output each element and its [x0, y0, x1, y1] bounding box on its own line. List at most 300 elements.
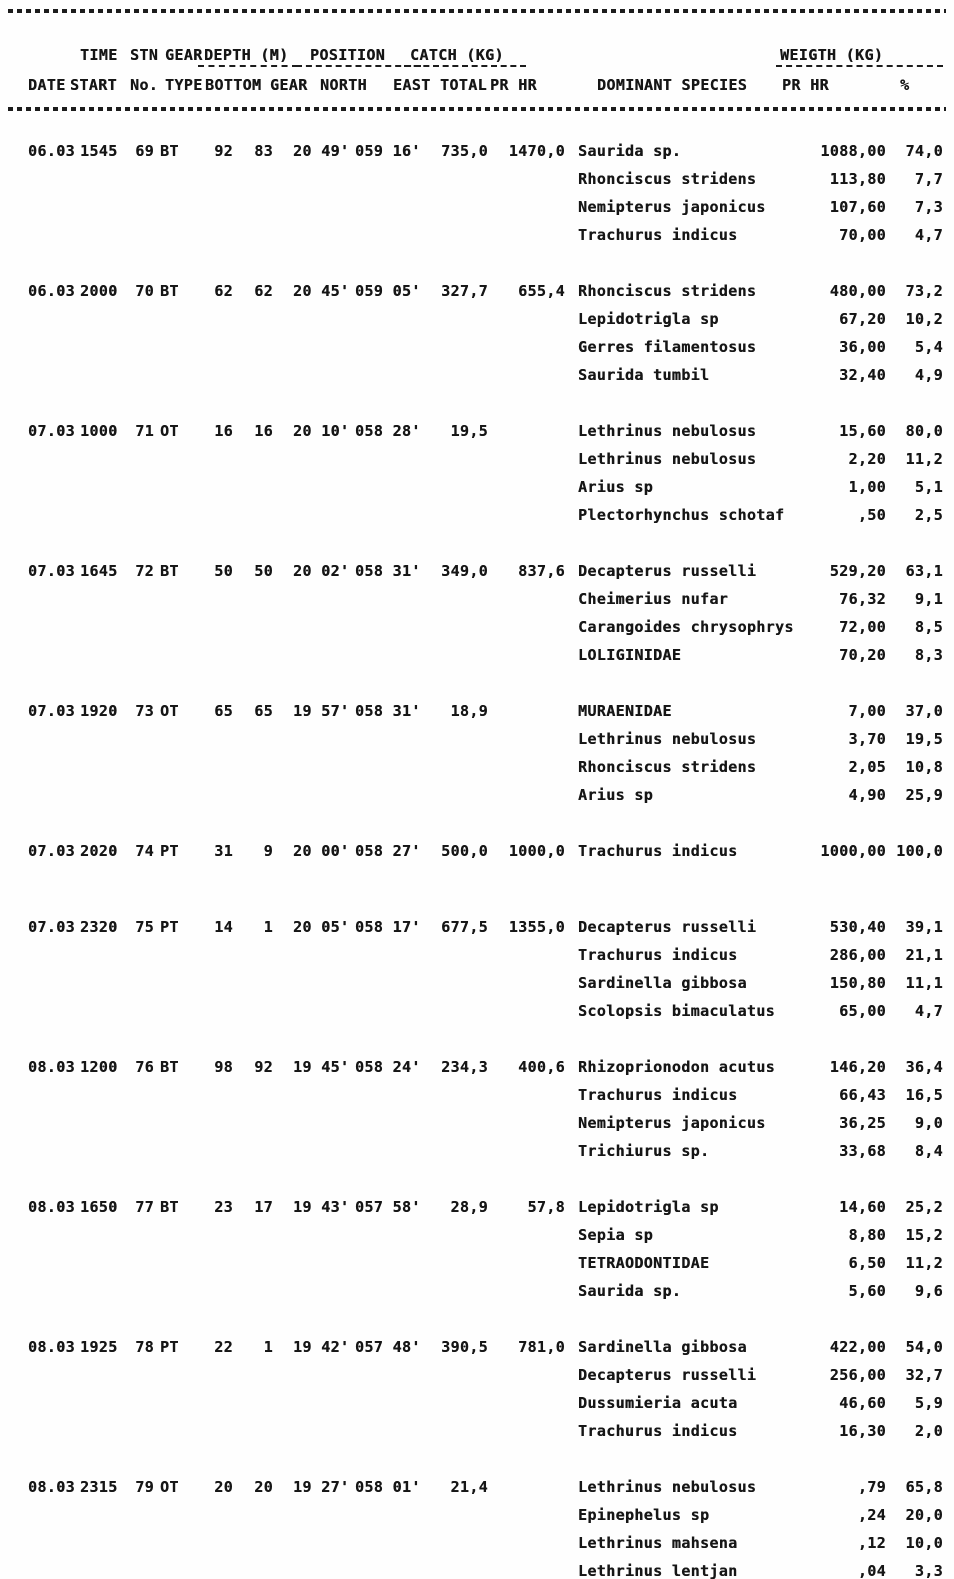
cell-date-empty [28, 1249, 76, 1277]
cell-weight-percent: 4,7 [914, 1002, 943, 1020]
cell-species-name: Lethrinus nebulosus [578, 1478, 757, 1496]
cell-depth-bottom: 31 [214, 842, 233, 860]
cell-species-name: Lethrinus mahsena [578, 1534, 738, 1552]
cell-time-start-empty [76, 1137, 116, 1165]
cell-date-empty [28, 221, 76, 249]
cell-species-name: Gerres filamentosus [578, 338, 757, 356]
cell-catch-total-empty [415, 613, 490, 641]
cell-time-start-empty [76, 753, 116, 781]
cell-catch-total-empty [415, 1529, 490, 1557]
cell-gear-type-empty [160, 641, 188, 669]
cell-gear-type-empty [160, 781, 188, 809]
cell-catch-total-empty [415, 165, 490, 193]
cell-weight-percent: 7,3 [914, 198, 943, 216]
station-block [0, 913, 954, 1025]
cell-species-name: Lethrinus nebulosus [578, 730, 757, 748]
cell-position-north-empty [281, 997, 353, 1025]
cell-time-start-empty [76, 501, 116, 529]
cell-depth-bottom-empty [188, 1221, 241, 1249]
table-row [28, 1473, 954, 1501]
cell-station-no: 73 [135, 702, 154, 720]
cell-position-north: 20 05' [293, 918, 350, 936]
cell-catch-total-empty [415, 445, 490, 473]
cell-species-name: Carangoides chrysophrys [578, 618, 794, 636]
table-row [28, 417, 954, 445]
cell-depth-gear: 1 [263, 918, 273, 936]
cell-position-north-empty [281, 165, 353, 193]
header-start-label: START [70, 76, 117, 94]
cell-date-empty [28, 473, 76, 501]
cell-position-east-empty [353, 725, 415, 753]
cell-gear-type: BT [160, 142, 179, 160]
cell-depth-bottom-empty [188, 1249, 241, 1277]
cell-catch-total: 349,0 [441, 562, 488, 580]
cell-species-name: Trachurus indicus [578, 1422, 738, 1440]
cell-catch-total-empty [415, 781, 490, 809]
cell-gear-type: OT [160, 702, 179, 720]
cell-depth-gear: 1 [263, 1338, 273, 1356]
cell-time-start-empty [76, 361, 116, 389]
cell-station-no: 69 [135, 142, 154, 160]
cell-gear-type-empty [160, 1109, 188, 1137]
cell-station-no-empty [116, 193, 160, 221]
cell-weight-pr-hr: ,79 [857, 1478, 886, 1496]
cell-catch-total: 677,5 [441, 918, 488, 936]
cell-date-empty [28, 305, 76, 333]
cell-time-start-empty [76, 193, 116, 221]
cell-position-north: 20 00' [293, 842, 350, 860]
cell-date-empty [28, 445, 76, 473]
cell-species-name: Trachurus indicus [578, 842, 738, 860]
cell-weight-pr-hr: 5,60 [848, 1282, 886, 1300]
cell-weight-percent: 8,3 [914, 646, 943, 664]
table-row [28, 445, 954, 473]
cell-depth-bottom: 20 [214, 1478, 233, 1496]
cell-catch-total-empty [415, 1109, 490, 1137]
cell-catch-pr-hr: 655,4 [518, 282, 565, 300]
cell-depth-gear: 17 [254, 1198, 273, 1216]
cell-catch-pr-hr-empty [490, 1389, 567, 1417]
cell-depth-bottom-empty [188, 941, 241, 969]
table-row [28, 305, 954, 333]
header-date-label: DATE [28, 76, 66, 94]
cell-species-name: Decapterus russelli [578, 562, 757, 580]
cell-weight-pr-hr: 65,00 [839, 1002, 886, 1020]
cell-depth-gear-empty [241, 1137, 281, 1165]
cell-species-name: Lethrinus nebulosus [578, 450, 757, 468]
cell-catch-pr-hr-empty [490, 941, 567, 969]
cell-position-north-empty [281, 1277, 353, 1305]
cell-depth-gear-empty [241, 333, 281, 361]
cell-depth-bottom-empty [188, 1081, 241, 1109]
cell-position-east-empty [353, 1221, 415, 1249]
cell-weight-percent: 10,2 [905, 310, 943, 328]
cell-weight-pr-hr: 16,30 [839, 1422, 886, 1440]
table-row [28, 913, 954, 941]
cell-species-name: Rhonciscus stridens [578, 758, 757, 776]
cell-weight-pr-hr: 4,90 [848, 786, 886, 804]
cell-position-north-empty [281, 941, 353, 969]
cell-catch-total-empty [415, 969, 490, 997]
cell-catch-total-empty [415, 333, 490, 361]
header-catch-label: CATCH (KG) [404, 46, 526, 67]
table-row [28, 837, 954, 865]
cell-weight-pr-hr: 113,80 [829, 170, 886, 188]
table-header [0, 13, 954, 107]
cell-time-start-empty [76, 1249, 116, 1277]
cell-station-no-empty [116, 1081, 160, 1109]
header-depth-label: DEPTH (M) [198, 46, 298, 67]
cell-catch-pr-hr: 837,6 [518, 562, 565, 580]
cell-weight-percent: 5,4 [914, 338, 943, 356]
table-row [28, 557, 954, 585]
table-row [28, 1137, 954, 1165]
header-position-label: POSITION [296, 46, 421, 67]
cell-species-name: Arius sp [578, 478, 654, 496]
cell-position-north-empty [281, 613, 353, 641]
cell-gear-type-empty [160, 221, 188, 249]
cell-time-start: 2315 [80, 1478, 118, 1496]
cell-catch-total-empty [415, 1081, 490, 1109]
cell-catch-pr-hr-empty [490, 997, 567, 1025]
cell-station-no-empty [116, 305, 160, 333]
cell-weight-pr-hr: 70,20 [839, 646, 886, 664]
cell-position-east: 058 27' [355, 842, 421, 860]
cell-catch-pr-hr-empty [490, 753, 567, 781]
cell-time-start-empty [76, 1361, 116, 1389]
cell-time-start-empty [76, 1557, 116, 1579]
cell-weight-percent: 4,9 [914, 366, 943, 384]
cell-position-north-empty [281, 1557, 353, 1579]
table-row [28, 1221, 954, 1249]
cell-time-start: 1920 [80, 702, 118, 720]
cell-depth-gear: 16 [254, 422, 273, 440]
station-block [0, 557, 954, 669]
cell-catch-total-empty [415, 1249, 490, 1277]
cell-time-start-empty [76, 1109, 116, 1137]
cell-station-no-empty [116, 1417, 160, 1445]
cell-position-north-empty [281, 725, 353, 753]
cell-position-north-empty [281, 473, 353, 501]
cell-gear-type-empty [160, 725, 188, 753]
cell-position-east-empty [353, 1109, 415, 1137]
cell-position-north-empty [281, 1417, 353, 1445]
cell-catch-total-empty [415, 361, 490, 389]
cell-catch-total-empty [415, 1361, 490, 1389]
cell-station-no: 77 [135, 1198, 154, 1216]
cell-weight-percent: 8,4 [914, 1142, 943, 1160]
cell-catch-pr-hr-empty [490, 1557, 567, 1579]
cell-catch-total-empty [415, 997, 490, 1025]
cell-gear-type-empty [160, 1557, 188, 1579]
cell-position-north-empty [281, 1529, 353, 1557]
cell-position-north-empty [281, 753, 353, 781]
cell-catch-total-empty [415, 1417, 490, 1445]
cell-species-name: Rhonciscus stridens [578, 282, 757, 300]
cell-species-name: Arius sp [578, 786, 654, 804]
cell-date-empty [28, 501, 76, 529]
cell-catch-pr-hr-empty [490, 305, 567, 333]
cell-date-empty [28, 1277, 76, 1305]
cell-station-no: 70 [135, 282, 154, 300]
cell-species-name: Decapterus russelli [578, 918, 757, 936]
cell-date-empty [28, 1389, 76, 1417]
cell-depth-bottom-empty [188, 781, 241, 809]
cell-station-no-empty [116, 613, 160, 641]
cell-position-north-empty [281, 585, 353, 613]
header-stn-label: STN [130, 46, 159, 64]
cell-position-north-empty [281, 1389, 353, 1417]
cell-species-name: Decapterus russelli [578, 1366, 757, 1384]
cell-catch-pr-hr-empty [490, 725, 567, 753]
cell-weight-percent: 9,0 [914, 1114, 943, 1132]
cell-date-empty [28, 1137, 76, 1165]
cell-catch-pr-hr-empty [490, 445, 567, 473]
header-no-label: No. [130, 76, 159, 94]
cell-depth-bottom-empty [188, 333, 241, 361]
cell-date-empty [28, 641, 76, 669]
cell-depth-bottom-empty [188, 193, 241, 221]
cell-date: 08.03 [28, 1198, 75, 1216]
cell-depth-gear-empty [241, 969, 281, 997]
cell-position-north-empty [281, 193, 353, 221]
cell-weight-pr-hr: 286,00 [829, 946, 886, 964]
cell-time-start: 1200 [80, 1058, 118, 1076]
cell-catch-total: 500,0 [441, 842, 488, 860]
cell-position-east-empty [353, 445, 415, 473]
cell-weight-percent: 11,1 [905, 974, 943, 992]
cell-catch-total-empty [415, 753, 490, 781]
cell-position-north: 19 45' [293, 1058, 350, 1076]
table-row [28, 1193, 954, 1221]
cell-station-no-empty [116, 333, 160, 361]
cell-position-north-empty [281, 1249, 353, 1277]
cell-time-start-empty [76, 1417, 116, 1445]
cell-gear-type: OT [160, 1478, 179, 1496]
cell-species-name: LOLIGINIDAE [578, 646, 682, 664]
cell-species-name: Cheimerius nufar [578, 590, 729, 608]
table-row [28, 361, 954, 389]
cell-catch-pr-hr-empty [490, 781, 567, 809]
cell-depth-gear-empty [241, 1109, 281, 1137]
cell-depth-gear: 83 [254, 142, 273, 160]
cell-station-no-empty [116, 997, 160, 1025]
cell-depth-bottom-empty [188, 1501, 241, 1529]
cell-position-east: 058 28' [355, 422, 421, 440]
cell-position-north: 20 49' [293, 142, 350, 160]
cell-depth-gear-empty [241, 753, 281, 781]
cell-depth-gear-empty [241, 725, 281, 753]
cell-depth-bottom: 23 [214, 1198, 233, 1216]
cell-date-empty [28, 997, 76, 1025]
cell-depth-gear-empty [241, 165, 281, 193]
cell-weight-pr-hr: 2,20 [848, 450, 886, 468]
table-row [28, 613, 954, 641]
cell-weight-percent: 11,2 [905, 450, 943, 468]
cell-date-empty [28, 1221, 76, 1249]
cell-date-empty [28, 1361, 76, 1389]
cell-position-east: 057 58' [355, 1198, 421, 1216]
cell-position-east: 059 16' [355, 142, 421, 160]
cell-gear-type: BT [160, 282, 179, 300]
cell-catch-pr-hr: 781,0 [518, 1338, 565, 1356]
cell-depth-bottom: 50 [214, 562, 233, 580]
cell-species-name: Saurida sp. [578, 1282, 682, 1300]
cell-gear-type-empty [160, 165, 188, 193]
cell-catch-pr-hr: 57,8 [527, 1198, 565, 1216]
cell-date: 08.03 [28, 1338, 75, 1356]
cell-depth-gear-empty [241, 501, 281, 529]
cell-weight-pr-hr: 7,00 [848, 702, 886, 720]
cell-position-east-empty [353, 641, 415, 669]
cell-weight-percent: 2,5 [914, 506, 943, 524]
cell-depth-gear-empty [241, 1501, 281, 1529]
cell-weight-pr-hr: 1088,00 [820, 142, 886, 160]
cell-depth-gear-empty [241, 1249, 281, 1277]
cell-position-north-empty [281, 1221, 353, 1249]
cell-position-east-empty [353, 1081, 415, 1109]
header-weight-prhr-label: PR HR [782, 76, 829, 94]
cell-time-start: 2000 [80, 282, 118, 300]
cell-weight-percent: 7,7 [914, 170, 943, 188]
cell-gear-type-empty [160, 361, 188, 389]
cell-date-empty [28, 725, 76, 753]
cell-depth-bottom-empty [188, 1557, 241, 1579]
cell-gear-type-empty [160, 941, 188, 969]
cell-catch-pr-hr: 1355,0 [508, 918, 565, 936]
table-row [28, 1249, 954, 1277]
cell-date-empty [28, 1081, 76, 1109]
cell-depth-gear-empty [241, 1277, 281, 1305]
table-row [28, 333, 954, 361]
cell-station-no: 75 [135, 918, 154, 936]
cell-weight-pr-hr: 36,00 [839, 338, 886, 356]
table-row [28, 1109, 954, 1137]
station-block [0, 1333, 954, 1445]
cell-time-start-empty [76, 445, 116, 473]
cell-weight-percent: 36,4 [905, 1058, 943, 1076]
table-row [28, 165, 954, 193]
cell-gear-type: PT [160, 918, 179, 936]
table-row [28, 725, 954, 753]
cell-catch-pr-hr: 400,6 [518, 1058, 565, 1076]
cell-date: 08.03 [28, 1058, 75, 1076]
cell-position-east-empty [353, 1557, 415, 1579]
cell-depth-bottom: 16 [214, 422, 233, 440]
cell-catch-total: 390,5 [441, 1338, 488, 1356]
cell-catch-pr-hr-empty [490, 1361, 567, 1389]
cell-weight-pr-hr: 422,00 [829, 1338, 886, 1356]
cell-position-north: 20 10' [293, 422, 350, 440]
cell-catch-total-empty [415, 221, 490, 249]
cell-time-start-empty [76, 941, 116, 969]
cell-catch-pr-hr-empty [490, 361, 567, 389]
cell-weight-percent: 19,5 [905, 730, 943, 748]
cell-catch-pr-hr-empty [490, 641, 567, 669]
cell-gear-type-empty [160, 1361, 188, 1389]
cell-weight-percent: 2,0 [914, 1422, 943, 1440]
cell-depth-bottom: 92 [214, 142, 233, 160]
cell-position-east-empty [353, 753, 415, 781]
cell-gear-type-empty [160, 1249, 188, 1277]
cell-catch-pr-hr-empty [490, 1249, 567, 1277]
cell-catch-total-empty [415, 1221, 490, 1249]
cell-species-name: Nemipterus japonicus [578, 198, 766, 216]
cell-position-east-empty [353, 997, 415, 1025]
cell-position-north-empty [281, 501, 353, 529]
cell-date: 07.03 [28, 918, 75, 936]
cell-catch-total-empty [415, 941, 490, 969]
cell-weight-pr-hr: 530,40 [829, 918, 886, 936]
cell-weight-pr-hr: 107,60 [829, 198, 886, 216]
cell-station-no: 74 [135, 842, 154, 860]
cell-weight-percent: 25,9 [905, 786, 943, 804]
cell-catch-total-empty [415, 1389, 490, 1417]
cell-gear-type-empty [160, 1137, 188, 1165]
cell-depth-gear: 65 [254, 702, 273, 720]
cell-station-no-empty [116, 1109, 160, 1137]
cell-depth-bottom-empty [188, 305, 241, 333]
cell-catch-total-empty [415, 1277, 490, 1305]
cell-weight-percent: 63,1 [905, 562, 943, 580]
cell-weight-pr-hr: 66,43 [839, 1086, 886, 1104]
cell-catch-total-empty [415, 641, 490, 669]
cell-depth-gear-empty [241, 1557, 281, 1579]
cell-position-east-empty [353, 333, 415, 361]
cell-species-name: Trachurus indicus [578, 226, 738, 244]
cell-gear-type: BT [160, 1198, 179, 1216]
cell-position-north-empty [281, 361, 353, 389]
cell-time-start: 1545 [80, 142, 118, 160]
cell-gear-type-empty [160, 613, 188, 641]
cell-catch-pr-hr-empty [490, 473, 567, 501]
cell-station-no: 78 [135, 1338, 154, 1356]
cell-position-east-empty [353, 473, 415, 501]
cell-species-name: Trachurus indicus [578, 1086, 738, 1104]
station-block [0, 697, 954, 809]
cell-catch-total: 19,5 [450, 422, 488, 440]
cell-weight-percent: 5,1 [914, 478, 943, 496]
table-row [28, 1389, 954, 1417]
cell-catch-pr-hr: 1000,0 [508, 842, 565, 860]
cell-position-east-empty [353, 1277, 415, 1305]
cell-weight-percent: 4,7 [914, 226, 943, 244]
table-row [28, 997, 954, 1025]
cell-depth-bottom: 22 [214, 1338, 233, 1356]
cell-depth-gear-empty [241, 473, 281, 501]
cell-position-north-empty [281, 305, 353, 333]
cell-depth-gear-empty [241, 1389, 281, 1417]
cell-time-start-empty [76, 613, 116, 641]
cell-station-no: 76 [135, 1058, 154, 1076]
table-row [28, 221, 954, 249]
cell-depth-gear: 20 [254, 1478, 273, 1496]
cell-station-no-empty [116, 445, 160, 473]
cell-gear-type-empty [160, 1529, 188, 1557]
cell-position-north-empty [281, 1501, 353, 1529]
header-bottom-label: BOTTOM [205, 76, 262, 94]
cell-gear-type: PT [160, 1338, 179, 1356]
cell-depth-gear-empty [241, 1417, 281, 1445]
cell-station-no: 79 [135, 1478, 154, 1496]
cell-time-start-empty [76, 781, 116, 809]
cell-gear-type-empty [160, 501, 188, 529]
cell-position-east-empty [353, 613, 415, 641]
cell-catch-pr-hr-empty [490, 969, 567, 997]
cell-position-north-empty [281, 445, 353, 473]
cell-catch-pr-hr-empty [490, 1081, 567, 1109]
cell-position-east: 058 31' [355, 562, 421, 580]
